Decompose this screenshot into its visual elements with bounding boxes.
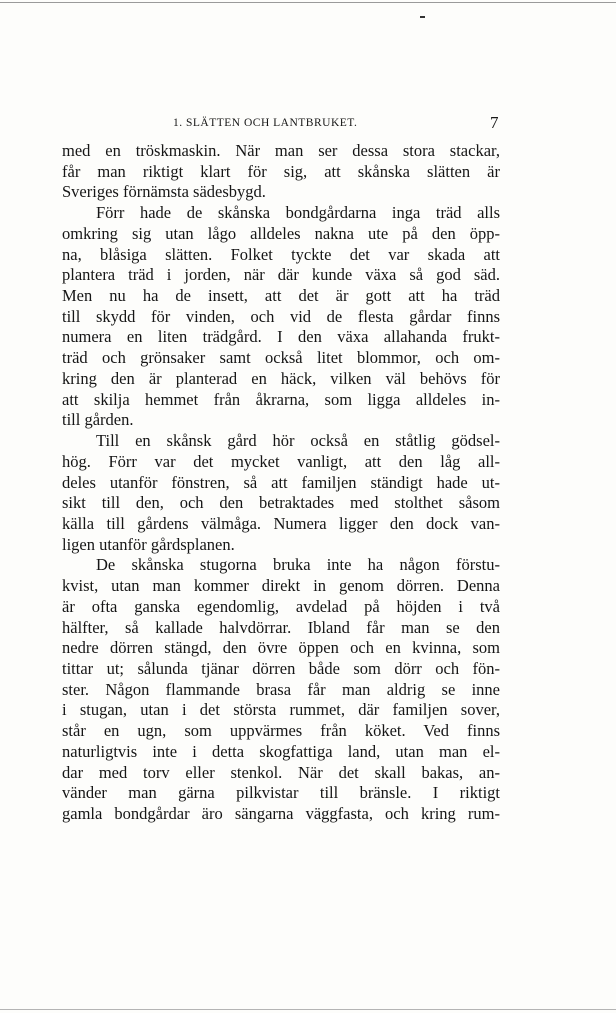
text-line: träd och grönsaker samt också litet blommor, och om-: [62, 348, 500, 368]
text-line: till gården.: [62, 410, 134, 430]
text-line: står en ugn, som uppvärmes från köket. Ved finns: [62, 721, 500, 741]
text-line: hälfter, så kallade halvdörrar. Ibland får man se den: [62, 617, 500, 637]
text-line: omkring sig utan lågo alldeles nakna ute på den öpp-: [62, 223, 500, 243]
text-line: till skydd för vinden, och vid de flesta gårdar finns: [62, 306, 500, 326]
page-top-edge: [0, 2, 616, 3]
text-line: får man riktigt klart för sig, att skånska slätten är: [62, 161, 500, 181]
text-line: naturligtvis inte i detta skogfattiga land, utan man el-: [62, 741, 500, 761]
page-bottom-edge: [0, 1009, 616, 1010]
text-line: kvist, utan man kommer direkt in genom dörren. Denna: [62, 576, 500, 596]
body-text: [62, 141, 500, 825]
text-line: tittar ut; sålunda tjänar dörren både som dörr och fön-: [62, 658, 500, 678]
text-line: är ofta ganska egendomlig, avdelad på höjden i två: [62, 596, 500, 616]
text-line: De skånska stugorna bruka inte ha någon förstu-: [96, 555, 500, 575]
text-line: att skilja hemmet från åkrarna, som ligga alldeles in-: [62, 389, 500, 409]
text-line: nedre dörren stängd, den övre öppen och en kvinna, som: [62, 638, 500, 658]
text-line: numera en liten trädgård. I den växa allahanda frukt-: [62, 327, 500, 347]
ink-speck: [420, 16, 425, 18]
text-line: Förr hade de skånska bondgårdarna inga träd alls: [96, 203, 500, 223]
text-line: Sveriges förnämsta sädesbygd.: [62, 182, 266, 202]
page-header: [0, 113, 616, 133]
text-line: sikt till den, och den betraktades med stolthet såsom: [62, 493, 500, 513]
text-line: ster. Någon flammande brasa får man aldrig se inne: [62, 679, 500, 699]
text-line: med en tröskmaskin. När man ser dessa stora stackar,: [62, 141, 500, 160]
text-line: Men nu ha de insett, att det är gott att ha träd: [62, 286, 500, 306]
text-line: deles utanför fönstren, så att familjen ständigt hade ut-: [62, 472, 500, 492]
text-line: vänder man gärna pilkvistar till bränsle. I riktigt: [62, 783, 500, 803]
page-number: 7: [490, 113, 499, 132]
text-line: i stugan, utan i det största rummet, där familjen sover,: [62, 700, 500, 720]
text-line: hög. Förr var det mycket vanligt, att den låg all-: [62, 451, 500, 471]
text-line: dar med torv eller stenkol. När det skall bakas, an-: [62, 762, 500, 782]
text-line: plantera träd i jorden, när där kunde växa så god säd.: [62, 265, 500, 285]
text-line: källa till gårdens välmåga. Numera ligger den dock van-: [62, 513, 500, 533]
text-line: gamla bondgårdar äro sängarna väggfasta, och kring rum-: [62, 804, 500, 823]
text-line: kring den är planterad en häck, vilken väl behövs för: [62, 368, 500, 388]
text-line: ligen utanför gårdsplanen.: [62, 534, 235, 554]
running-head: 1. SLÄTTEN OCH LANTBRUKET.: [173, 117, 358, 129]
text-line: Till en skånsk gård hör också en ståtlig gödsel-: [96, 431, 500, 451]
text-line: na, blåsiga slätten. Folket tyckte det var skada att: [62, 244, 500, 264]
